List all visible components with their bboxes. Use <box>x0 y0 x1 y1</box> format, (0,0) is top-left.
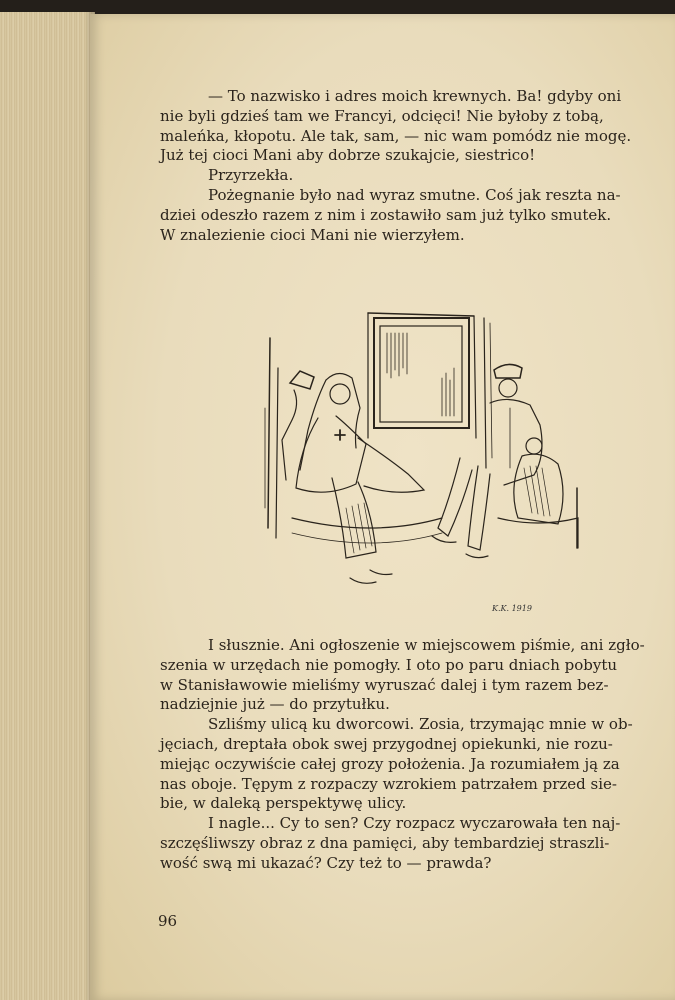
text-line: nas oboje. Tępym z rozpaczy wzrokiem patrzałem przed sie- <box>160 774 617 793</box>
text-line: dziei odeszło razem z nim i zostawiło sam już tylko smutek. <box>160 205 612 224</box>
page-number: 96 <box>158 912 178 930</box>
paragraph-suddenly <box>160 814 675 873</box>
text-line: szczęśliwszy obraz z dna pamięci, aby tembardziej straszli- <box>160 833 610 852</box>
text-line: Już tej cioci Mani aby dobrze szukajcie, siestrico! <box>160 146 536 165</box>
text-line: szenia w urzędach nie pomogły. I oto po paru dniach pobytu <box>160 655 618 674</box>
text-line: nie byli gdzieś tam we Francyi, odcięci! Nie byłoby z tobą, <box>160 106 604 125</box>
text-line: Pożegnanie było nad wyraz smutne. Coś jak reszta na- <box>208 185 621 204</box>
text-line: jęciach, dreptała obok swej przygodnej opiekunki, nie rozu- <box>160 734 613 753</box>
text-line: nadziejnie już — do przytułku. <box>160 695 390 714</box>
text-line: Szliśmy ulicą ku dworcowi. Zosia, trzymając mnie w ob- <box>208 715 633 734</box>
paragraph-farewell <box>160 186 675 245</box>
text-line: w Stanisławowie mieliśmy wyruszać dalej i tym razem bez- <box>160 675 609 694</box>
book-background <box>0 0 675 14</box>
text-line: I nagle... Cy to sen? Czy rozpacz wyczarowała ten naj- <box>208 814 621 833</box>
text-line: bie, w daleką perspektywę ulicy. <box>160 794 407 813</box>
text-line: W znalezienie cioci Mani nie wierzyłem. <box>160 225 465 244</box>
illustration-signature: K.K. 1919 <box>492 604 532 613</box>
text-line: miejąc oczywiście całej grozy położenia. Ja rozumiałem ją za <box>160 754 620 773</box>
paragraph-announcements <box>160 636 675 715</box>
book-page-edges <box>0 12 95 1000</box>
text-line: — To nazwisko i adres moich krewnych. Ba! gdyby oni <box>208 87 622 105</box>
text-line: I słusznie. Ani ogłoszenie w miejscowem piśmie, ani zgło- <box>208 636 645 654</box>
text-line: Przyrzekła. <box>208 166 294 185</box>
paragraph-promise <box>160 166 675 186</box>
paragraph-dialogue <box>160 87 675 166</box>
text-line: maleńka, kłopotu. Ale tak, sam, — nic wam pomódz nie mogę. <box>160 126 632 145</box>
text-line: wość swą mi ukazać? Czy też to — prawda? <box>160 853 492 872</box>
paragraph-walking <box>160 715 675 814</box>
text-block-top <box>160 87 675 245</box>
illustration-sketch <box>262 308 592 613</box>
text-block-bottom <box>160 636 675 874</box>
